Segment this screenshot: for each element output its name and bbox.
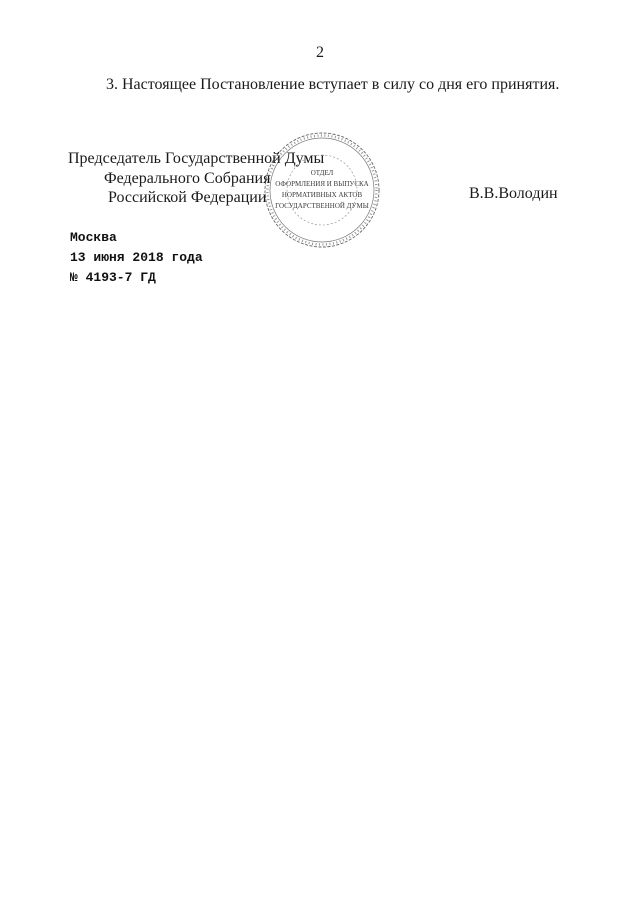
- clause-text: 3. Настоящее Постановление вступает в силу со дня его принятия.: [106, 76, 560, 93]
- official-seal: [262, 130, 382, 250]
- signature-title-line-2: Федерального Собрания: [104, 170, 271, 187]
- date-of-adoption: 13 июня 2018 года: [70, 250, 203, 265]
- seal-line-1: ОТДЕЛ: [310, 169, 334, 177]
- seal-line-4: ГОСУДАРСТВЕННОЙ ДУМЫ: [275, 202, 369, 210]
- signatory-name: В.В.Володин: [469, 185, 558, 202]
- seal-line-3: НОРМАТИВНЫХ АКТОВ: [281, 191, 363, 199]
- place-of-adoption: Москва: [70, 230, 117, 245]
- document-number: № 4193-7 ГД: [70, 270, 156, 285]
- page-number: 2: [316, 44, 324, 61]
- signature-title-line-3: Российской Федерации: [108, 189, 267, 206]
- signature-title-line-1: Председатель Государственной Думы: [68, 150, 325, 167]
- seal-line-2: ОФОРМЛЕНИЯ И ВЫПУСКА: [275, 180, 369, 188]
